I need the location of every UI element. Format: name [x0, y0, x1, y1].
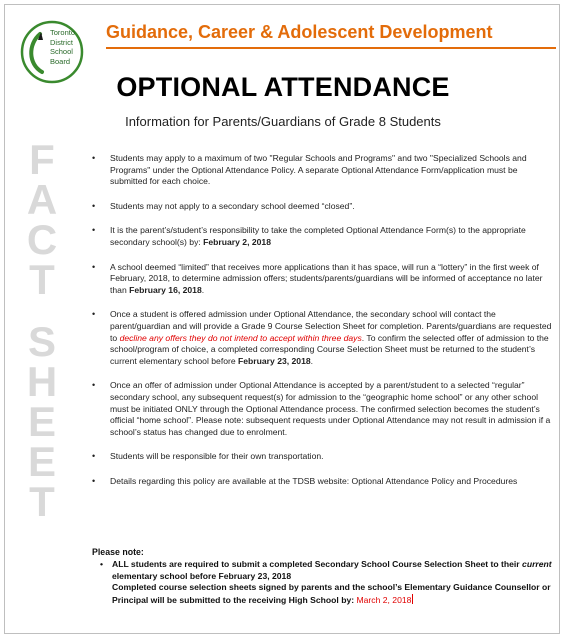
note-line-1: ALL students are required to submit a completed Secondary School Course Selection Sheet to their current elementary school before February 23, 2018: [112, 559, 552, 581]
list-item: • Students will be responsible for their own transportation.: [92, 451, 554, 463]
info-bullet-list: [92, 153, 554, 487]
note-block: [100, 559, 552, 606]
text-cursor: [412, 594, 413, 604]
fact-sheet-watermark: F A C T S H E E T: [26, 136, 58, 525]
note-bullet: •: [100, 559, 104, 569]
list-item: • It is the parent’s/student’s responsibility to take the completed Optional Attendance Form(s) to the appropriate secondary school(s) by: February 2, 2018: [92, 225, 554, 248]
list-item: • A school deemed “limited” that receives more applications than it has space, will run a “lottery” in the first week of February, 2018, to determine admission offers; students/parents/guardians will be informed of acceptance no later than February 16, 2018.: [92, 262, 554, 297]
decline-notice: decline any offers they do not intend to accept within three days: [119, 332, 362, 343]
page-title: OPTIONAL ATTENDANCE: [116, 72, 450, 102]
note-line-2: Completed course selection sheets signed by parents and the school’s Elementary Guidance Counsellor or Principal will be submitted to the receiving High School by: March 2, 2018: [112, 582, 551, 605]
list-item: • Details regarding this policy are available at the TDSB website: Optional Attendance Policy and Procedures: [92, 476, 554, 488]
note-heading: Please note:: [92, 547, 144, 557]
logo-text: Toronto District School Board: [50, 28, 76, 66]
header-divider: [106, 47, 556, 49]
list-item: • Once an offer of admission under Optional Attendance is accepted by a parent/student to a selected “regular” secondary school, any subsequent request(s) for admission to the “geographic home school” or any other school must be initiated ONLY through the Optional Attendance process. The confirmed selection becomes the student’s official “home school”. Please note: subsequent requests under Optional Attendance may not result in admission if a school’s status has changed due to enrolment.: [92, 380, 554, 438]
header-title: Guidance, Career & Adolescent Development: [106, 22, 493, 42]
list-item: • Students may not apply to a secondary school deemed “closed”.: [92, 201, 554, 213]
page-subtitle: Information for Parents/Guardians of Grade 8 Students: [125, 114, 441, 129]
list-item: • Once a student is offered admission under Optional Attendance, the secondary school will contact the parent/guardian and will provide a Grade 9 Course Selection Sheet for completion. Parents/guardians are requested to decline any offers they do not intend to accept within three days. To confirm the selected offer of admission to the school/program of choice, a completed corresponding Course Selection Sheet must be returned to the student’s current elementary school before February 23, 2018.: [92, 309, 554, 367]
list-item: • Students may apply to a maximum of two "Regular Schools and Programs" and two "Specialized Schools and Programs" under the Optional Attendance Policy. A separate Optional Attendance Form/application must be submitted for each choice.: [92, 153, 554, 188]
